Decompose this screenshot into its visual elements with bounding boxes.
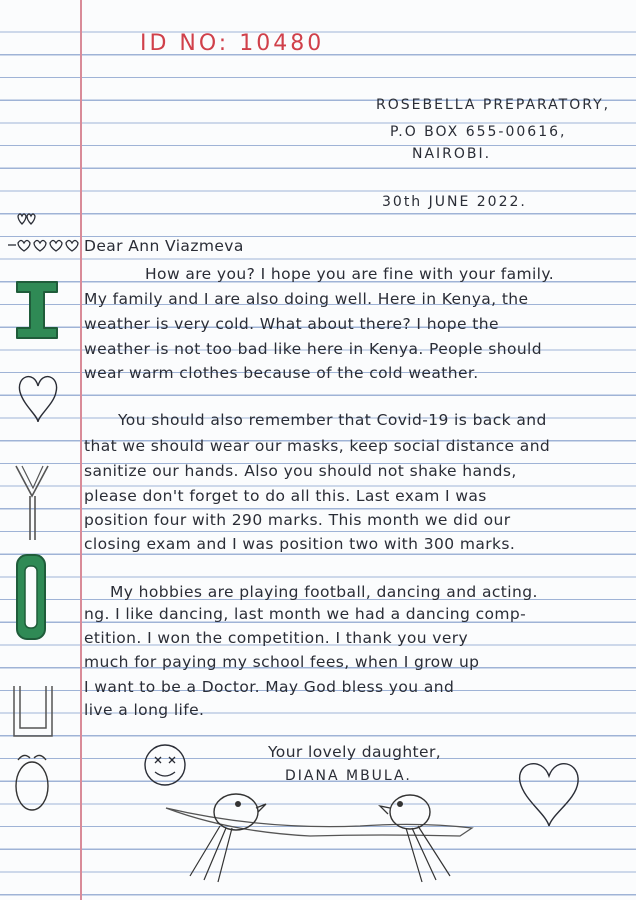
heart-icon — [516, 760, 582, 830]
p1-line-5: wear warm clothes because of the cold weather. — [84, 364, 479, 382]
p1-line-1: How are you? I hope you are fine with your family. — [145, 265, 555, 283]
date: 30th JUNE 2022. — [382, 194, 527, 210]
p2-line-4: please don't forget to do all this. Last exam I was — [84, 487, 487, 505]
id-number: ID NO: 10480 — [140, 31, 325, 56]
heart-icon — [16, 372, 60, 426]
letter-i-drawing — [14, 278, 60, 342]
greeting: Dear Ann Viazmeva — [84, 237, 244, 255]
p1-line-4: weather is not too bad like here in Kenya. People should — [84, 340, 543, 358]
address-line-1: ROSEBELLA PREPARATORY, — [376, 97, 611, 113]
letter-y-drawing — [12, 462, 52, 542]
p2-line-2: that we should wear our masks, keep social distance and — [84, 437, 551, 455]
heart-row-icon — [8, 238, 80, 252]
cup-icon — [10, 684, 56, 740]
birds-on-branch-drawing — [160, 790, 480, 890]
p3-line-1: My hobbies are playing football, dancing and acting. — [110, 583, 538, 601]
p2-line-3: sanitize our hands. Also you should not shake hands, — [84, 462, 517, 480]
p3-line-5: I want to be a Doctor. May God bless you and — [84, 678, 455, 696]
letter-o-drawing — [14, 552, 50, 644]
margin-line — [80, 0, 82, 900]
p2-line-1: You should also remember that Covid-19 is back and — [118, 411, 547, 429]
bird-icon — [190, 794, 266, 882]
address-line-2: P.O BOX 655-00616, — [390, 124, 567, 140]
p2-line-6: closing exam and I was position two with 300 marks. — [84, 535, 516, 553]
signature: DIANA MBULA. — [285, 768, 412, 784]
p3-line-6: live a long life. — [84, 701, 205, 719]
bird-icon — [380, 795, 450, 882]
smiley-face-icon — [142, 742, 188, 788]
small-hearts-icon — [16, 212, 36, 226]
fruit-icon — [10, 750, 54, 814]
p3-line-4: much for paying my school fees, when I grow up — [84, 653, 480, 671]
closing: Your lovely daughter, — [268, 743, 442, 761]
p1-line-3: weather is very cold. What about there? I hope the — [84, 315, 499, 333]
address-line-3: NAIROBI. — [412, 146, 492, 162]
p3-line-3: etition. I won the competition. I thank you very — [84, 629, 469, 647]
p3-line-2: ng. I like dancing, last month we had a dancing comp- — [84, 605, 527, 623]
p1-line-2: My family and I are also doing well. Here in Kenya, the — [84, 290, 529, 308]
p2-line-5: position four with 290 marks. This month we did our — [84, 511, 511, 529]
